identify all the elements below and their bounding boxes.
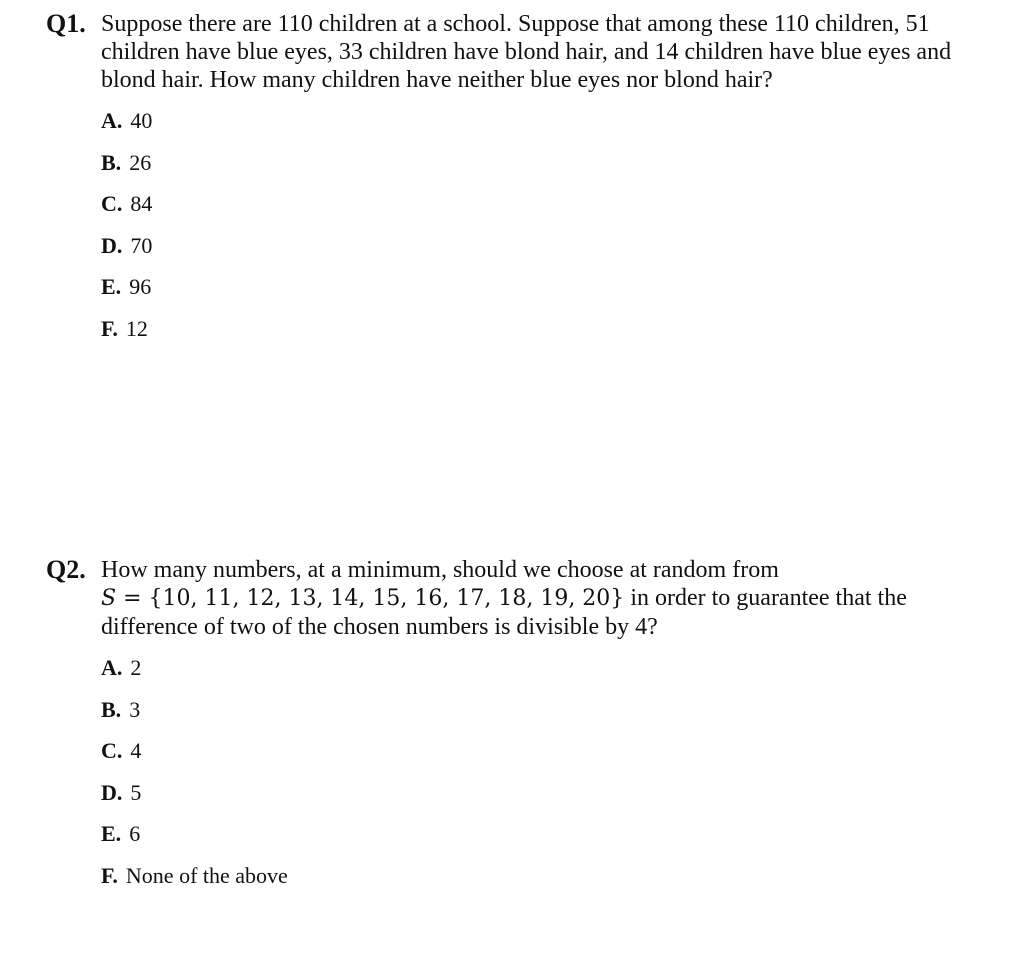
- question-1-options: [46, 108, 996, 342]
- q1-option-d[interactable]: [101, 233, 996, 259]
- option-value: 2: [130, 655, 142, 680]
- q2-option-a[interactable]: [101, 655, 996, 681]
- question-2-text: [101, 556, 996, 641]
- q2-option-e[interactable]: [101, 821, 996, 847]
- option-value: 40: [130, 108, 153, 133]
- question-2-intro: How many numbers, at a minimum, should we choose at random from: [101, 557, 779, 583]
- option-letter: F.: [101, 862, 118, 888]
- option-value: 3: [129, 696, 141, 722]
- option-letter: B.: [101, 149, 122, 175]
- option-letter: D.: [101, 232, 123, 258]
- question-1-text: Suppose there are 110 children at a school. Suppose that among these 110 children, 51 children have blue eyes, 33 children have blond hair, and 14 children have blue eyes and blond hair. How many children have neither blue eyes nor blond hair?: [101, 11, 952, 93]
- q2-option-f[interactable]: [101, 863, 996, 889]
- question-1: [46, 10, 996, 357]
- question-1-header: [46, 10, 996, 94]
- set-variable: S: [101, 586, 117, 611]
- option-value: 70: [130, 232, 153, 258]
- option-value: 4: [130, 738, 142, 763]
- option-value: 12: [125, 315, 148, 341]
- q2-option-c[interactable]: [101, 738, 996, 764]
- q1-option-c[interactable]: [101, 191, 996, 217]
- option-letter: E.: [101, 821, 122, 846]
- option-value: 26: [129, 149, 152, 175]
- option-letter: C.: [101, 191, 123, 216]
- option-value: 6: [129, 821, 141, 846]
- q2-option-b[interactable]: [101, 697, 996, 723]
- question-2-number: Q2.: [46, 555, 86, 584]
- option-value: 84: [130, 191, 153, 216]
- option-letter: A.: [101, 108, 123, 133]
- question-2-outro: in order to guarantee that the difference of two of the chosen numbers is divisible by 4?: [101, 585, 907, 640]
- option-letter: C.: [101, 738, 123, 763]
- question-2: [46, 556, 996, 904]
- q2-option-d[interactable]: [101, 780, 996, 806]
- q1-option-b[interactable]: [101, 150, 996, 176]
- option-value: 96: [129, 274, 152, 299]
- question-1-number: Q1.: [46, 9, 86, 38]
- option-letter: D.: [101, 779, 123, 805]
- option-letter: F.: [101, 315, 118, 341]
- option-letter: E.: [101, 274, 122, 299]
- q1-option-e[interactable]: [101, 274, 996, 300]
- set-values: = {10, 11, 12, 13, 14, 15, 16, 17, 18, 19, 20}: [123, 586, 625, 611]
- question-2-options: [46, 655, 996, 889]
- set-expression: [101, 586, 624, 611]
- option-value: 5: [130, 779, 142, 805]
- q1-option-a[interactable]: [101, 108, 996, 134]
- option-value: None of the above: [125, 862, 288, 888]
- option-letter: B.: [101, 696, 122, 722]
- option-letter: A.: [101, 655, 123, 680]
- q1-option-f[interactable]: [101, 316, 996, 342]
- question-2-header: [46, 556, 996, 641]
